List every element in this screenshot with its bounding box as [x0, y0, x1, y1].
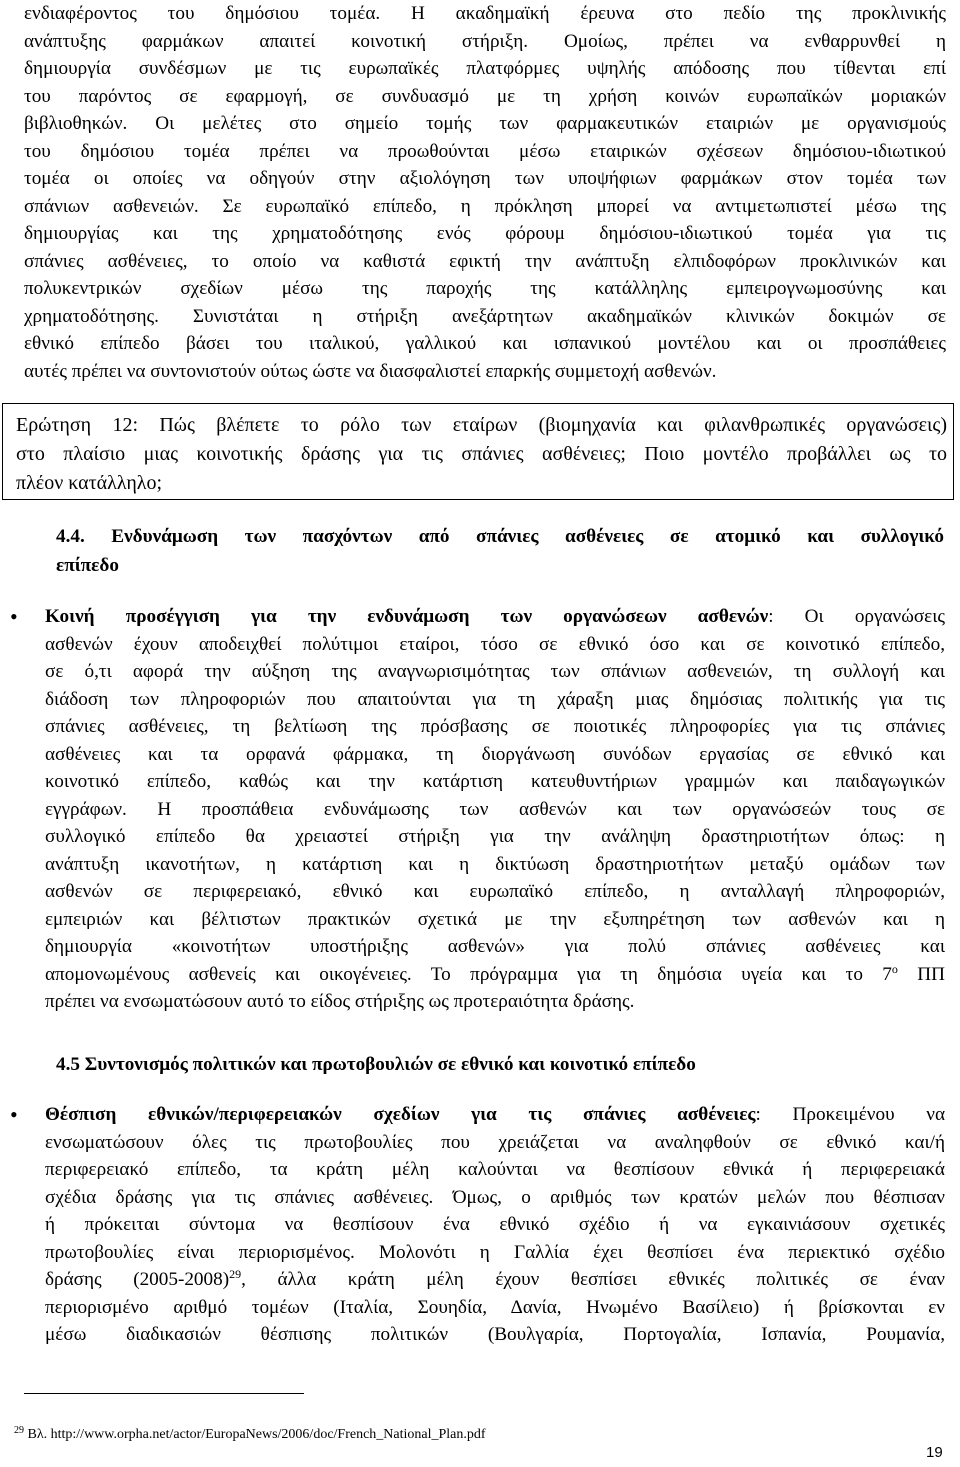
text-line: ενδιαφέροντος του δημόσιου τομέα. Η ακαδημαϊκή έρευνα στο πεδίο της προκλινικής	[24, 3, 946, 24]
text-line: χρηματοδότησης. Συνιστάται η στήριξη ανεξάρτητων ακαδημαϊκών κλινικών δοκιμών σε	[24, 305, 946, 327]
text-line: πολυκεντρικών σχεδίων μέσω της παροχής της κατάλληλης εμπειρογνωμοσύνης και	[24, 278, 946, 299]
bullet-item	[10, 603, 945, 1016]
superscript: ο	[891, 961, 898, 976]
footnote-number: 29	[14, 1425, 24, 1436]
text-line: περιορισμένο αριθμό τομέων (Ιταλία, Σουηδία, Δανία, Ηνωμένο Βασίλειο) ή βρίσκονται εν	[45, 1296, 945, 1318]
page-number: 19	[926, 1444, 943, 1461]
text-run: ΠΠ	[897, 963, 945, 985]
text-line: τομέα οι οποίες να οδηγούν στην αξιολόγηση των υποψήφιων φαρμάκων στον τομέα των	[24, 168, 946, 189]
text-line: δημιουργία «κοινοτήτων υποστήριξης ασθενών» για πολύ σπάνιες ασθένειες και	[45, 936, 945, 957]
bullet-dot-icon: •	[10, 604, 18, 629]
text-line: ανάπτυξη ικανοτήτων, η κατάρτιση και η δικτύωση δραστηριοτήτων μεταξύ ομάδων των	[45, 853, 945, 875]
text-line: ή πρόκειται σύντομα να θεσπίσουν ένα εθνικό σχέδιο ή να εγκαινιάσουν σχετικές	[45, 1214, 945, 1235]
text-line: εμπειριών και βέλτιστων πρακτικών σχετικά με την εξυπηρέτηση των ασθενών και η	[45, 908, 945, 930]
text-line: διάδοση των πληροφοριών που απαιτούνται για τη χάραξη μιας δημόσιας πολιτικής για τις	[45, 688, 945, 710]
text-line: ενσωματώσουν όλες τις πρωτοβουλίες που χρειάζεται να αναληφθούν σε εθνικό και/ή	[45, 1131, 945, 1153]
text-line: δημιουργία συνδέσμων με τις ευρωπαϊκές πλατφόρμες υψηλής απόδοσης που τίθενται επί	[24, 58, 946, 79]
heading-line: 4.4. Ενδυνάμωση των πασχόντων από σπάνιες ασθένειες σε ατομικό και συλλογικό	[56, 526, 944, 547]
text-line: σε ό,τι αφορά την αύξηση της αναγνωρισιμότητας των σπάνιων ασθενειών, τη συλλογή και	[45, 661, 945, 682]
text-line: εγγράφων. Η προσπάθεια ενδυνάμωσης των ασθενών και των οργανώσεών τους σε	[45, 798, 945, 820]
section-heading-4-5	[56, 1050, 944, 1079]
text-line: του παρόντος σε εφαρμογή, σε συνδυασμό με τη χρήση κοινών ευρωπαϊκών μοριακών	[24, 85, 946, 107]
text-line: αυτές πρέπει να συντονιστούν ούτως ώστε να διασφαλιστεί επαρκής συμμετοχή ασθενών.	[24, 360, 717, 382]
text-run: απομονωμένους ασθενείς και οικογένειες. Το πρόγραμμα για τη δημόσια υγεία και το 7	[45, 963, 892, 985]
text-line: βιβλιοθηκών. Οι μελέτες στο σημείο τομής των φαρμακευτικών εταιριών με οργανισμούς	[24, 113, 946, 134]
bullet-item	[10, 1101, 945, 1349]
text-line: πρωτοβουλίες είναι περιορισμένος. Μολονότι η Γαλλία έχει θεσπίσει ένα περιεκτικό σχέδιο	[45, 1241, 945, 1263]
question-line: Ερώτηση 12: Πώς βλέπετε το ρόλο των εταίρων (βιομηχανία και φιλανθρωπικές οργανώσεις)	[16, 414, 947, 436]
text-run: : Οι οργανώσεις	[768, 606, 945, 627]
text-line: πρέπει να ενσωματώσουν αυτό το είδος στήριξης ως προτεραιότητα δράσης.	[45, 991, 635, 1012]
text-line: ασθένειες και τα ορφανά φάρμακα, τη διοργάνωση συνόδων εργασίας σε εθνικό και	[45, 743, 945, 765]
text-line: ανάπτυξης φαρμάκων απαιτεί κοινοτική στήριξη. Ομοίως, πρέπει να ενθαρρυνθεί η	[24, 30, 946, 52]
section-heading-4-4	[56, 522, 944, 580]
body-paragraph	[24, 0, 946, 385]
footnote-text: Βλ. http://www.orpha.net/actor/EuropaNews/2006/doc/French_National_Plan.pdf	[24, 1427, 486, 1442]
text-line: σπάνιων ασθενειών. Σε ευρωπαϊκό επίπεδο, η πρόκληση μπορεί να αντιμετωπιστεί μέσω της	[24, 195, 946, 217]
question-line: πλέον κατάλληλο;	[16, 472, 163, 494]
text-line	[45, 961, 945, 989]
footnote-divider	[24, 1393, 304, 1394]
text-run: , άλλα κράτη μέλη έχουν θεσπίσει εθνικές πολιτικές σε έναν	[241, 1269, 945, 1290]
heading-line: επίπεδο	[56, 555, 119, 576]
bullet-dot-icon: •	[10, 1102, 18, 1127]
bullet-title: Θέσπιση εθνικών/περιφερειακών σχεδίων για τις σπάνιες ασθένειες	[45, 1104, 756, 1125]
text-line: σχέδια δράσης για τις σπάνιες ασθένειες. Όμως, ο αριθμός των κρατών μελών που θέσπισαν	[45, 1186, 945, 1208]
heading-line: 4.5 Συντονισμός πολιτικών και πρωτοβουλιών σε εθνικό και κοινοτικό επίπεδο	[56, 1054, 696, 1075]
question-box	[2, 403, 954, 500]
footnote-ref: 29	[229, 1267, 242, 1281]
text-line: ασθενών σε περιφερειακό, εθνικό και ευρωπαϊκό επίπεδο, η ανταλλαγή πληροφοριών,	[45, 881, 945, 902]
question-line: στο πλαίσιο μιας κοινοτικής δράσης για τις σπάνιες ασθένειες; Ποιο μοντέλο προβάλλει ως το	[16, 443, 947, 465]
text-line: περιφερειακό επίπεδο, τα κράτη μέλη καλούνται να θεσπίσουν εθνικά ή περιφερειακά	[45, 1159, 945, 1180]
text-run: : Προκειμένου να	[755, 1104, 945, 1125]
text-line	[45, 1266, 945, 1294]
text-line: σπάνιες ασθένειες, το οποίο να καθιστά εφικτή την ανάπτυξη ελπιδοφόρων προκλινικών και	[24, 250, 946, 272]
text-line: ασθενών έχουν αποδειχθεί πολύτιμοι εταίροι, τόσο σε εθνικό όσο και σε κοινοτικό επίπεδο,	[45, 633, 945, 655]
text-line: σπάνιες ασθένειες, τη βελτίωση της πρόσβασης σε ποιοτικές πληροφορίες για τις σπάνιες	[45, 716, 945, 737]
bullet-title: Κοινή προσέγγιση για την ενδυνάμωση των οργανώσεων ασθενών	[45, 606, 769, 627]
text-line: του δημόσιου τομέα πρέπει να προωθούνται μέσω εταιρικών σχέσεων δημόσιου-ιδιωτικού	[24, 140, 946, 162]
text-line: συλλογικό επίπεδο θα χρειαστεί στήριξη για την ανάληψη δραστηριοτήτων όπως: η	[45, 826, 945, 847]
text-line: κοινοτικό επίπεδο, καθώς και την κατάρτιση κατευθυντήριων γραμμών και παιδαγωγικών	[45, 771, 945, 792]
text-line: εθνικό επίπεδο βάσει του ιταλικού, γαλλικού και ισπανικού μοντέλου και οι προσπάθειες	[24, 333, 946, 354]
text-run: δράσης (2005-2008)	[45, 1269, 230, 1290]
text-line	[45, 1101, 945, 1129]
text-line: δημιουργίας και της χρηματοδότησης ενός φόρουμ δημόσιου-ιδιωτικού τομέα για τις	[24, 223, 946, 244]
footnote	[14, 1427, 486, 1443]
text-line	[45, 603, 945, 631]
text-line: μέσω διαδικασιών θέσπισης πολιτικών (Βουλγαρία, Πορτογαλία, Ισπανία, Ρουμανία,	[45, 1324, 945, 1345]
